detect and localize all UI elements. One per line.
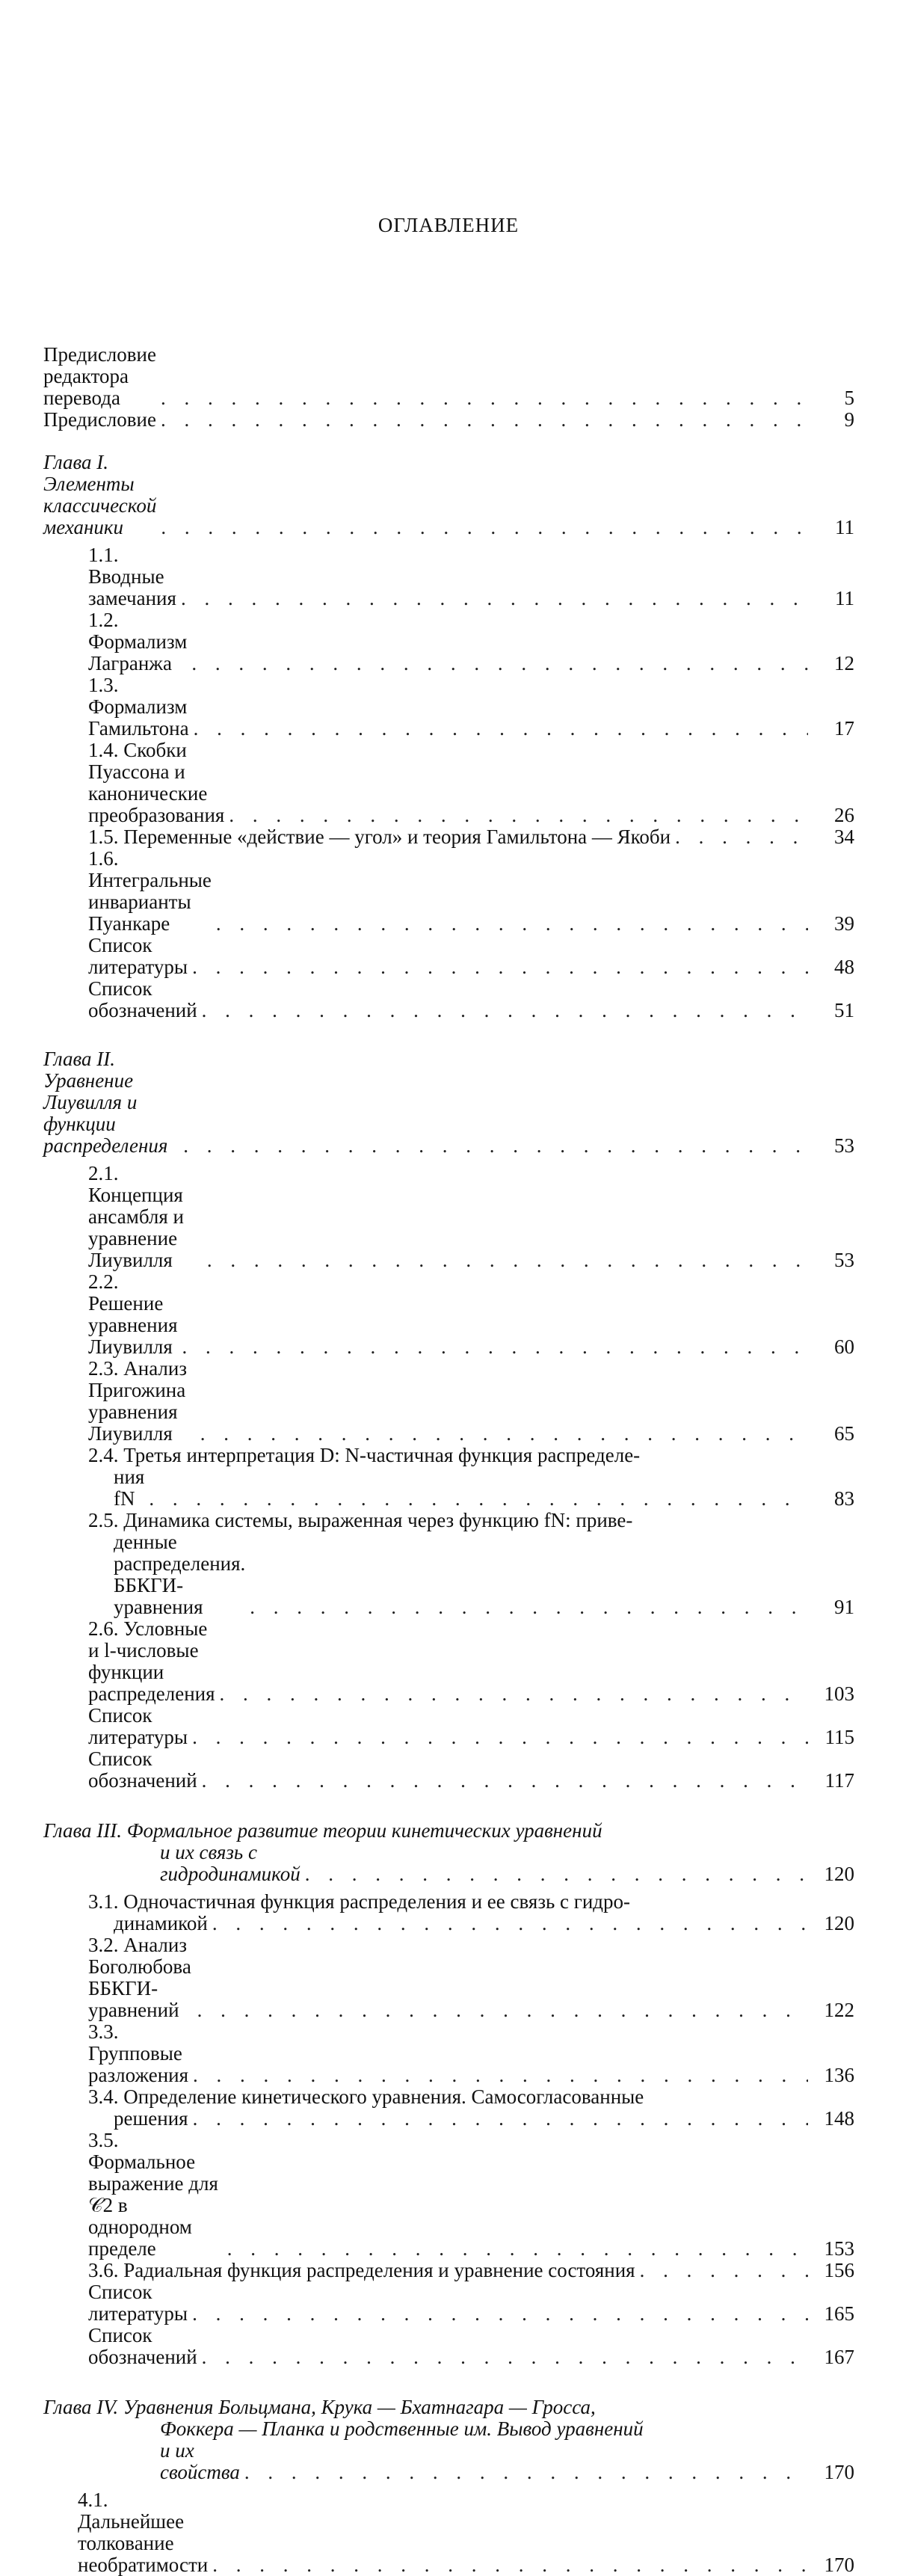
leader-dots bbox=[640, 2260, 808, 2281]
leader-dots bbox=[193, 2065, 808, 2086]
leader-dots bbox=[212, 2554, 808, 2576]
entry-title: Предисловие редактора перевода bbox=[43, 343, 156, 409]
leader-dots bbox=[182, 1336, 808, 1358]
section-title-continued: ния fN bbox=[114, 1466, 145, 1510]
toc-chapter-3-line1[interactable] bbox=[43, 1820, 854, 1842]
section-title: 1.4. Скобки Пуассона и канонические преобразования bbox=[88, 739, 225, 826]
section-page: 153 bbox=[824, 2237, 854, 2260]
toc-section[interactable] bbox=[43, 848, 854, 935]
leader-dots bbox=[161, 409, 808, 431]
toc-section[interactable] bbox=[43, 2489, 854, 2576]
section-title: 4.1. Дальнейшее толкование необратимости bbox=[78, 2489, 209, 2576]
toc-section[interactable] bbox=[43, 2130, 854, 2260]
toc-section[interactable] bbox=[43, 609, 854, 674]
chapter-page: 170 bbox=[824, 2461, 854, 2483]
section-title: 2.5. Динамика системы, выраженная через функцию fN: приве- bbox=[88, 1509, 633, 1531]
leader-dots bbox=[200, 1423, 808, 1445]
leader-dots bbox=[161, 387, 808, 409]
toc-section[interactable] bbox=[43, 2281, 854, 2325]
toc-chapter-4-line1[interactable] bbox=[43, 2397, 854, 2418]
leader-dots bbox=[675, 826, 808, 848]
section-page: 53 bbox=[834, 1249, 854, 1271]
leader-dots bbox=[220, 1683, 808, 1705]
toc-section[interactable] bbox=[43, 544, 854, 609]
section-page: 65 bbox=[834, 1422, 854, 1445]
section-title: 2.4. Третья интерпретация D: N-частичная функция распределе- bbox=[88, 1444, 641, 1466]
leader-dots bbox=[197, 1999, 808, 2021]
leader-dots bbox=[202, 1000, 808, 1021]
leader-dots bbox=[250, 1596, 808, 1618]
section-page: 12 bbox=[834, 652, 854, 674]
toc-section[interactable] bbox=[43, 740, 854, 826]
leader-dots bbox=[194, 718, 808, 740]
toc-section[interactable] bbox=[43, 674, 854, 740]
chapter-page: 53 bbox=[834, 1134, 854, 1157]
section-title: 2.1. Концепция ансамбля и уравнение Лиувилля bbox=[88, 1162, 184, 1271]
chapter-title: Глава III. Формальное развитие теории кинетических уравнений bbox=[43, 1819, 602, 1842]
section-page: 51 bbox=[834, 999, 854, 1021]
leader-dots bbox=[212, 1913, 808, 1934]
section-title: 2.6. Условные и l-числовые функции распределения bbox=[88, 1617, 215, 1705]
section-title-continued: денные распределения. ББКГИ-уравнения bbox=[114, 1531, 246, 1618]
chapter-title-continued: и их связь с гидродинамикой bbox=[160, 1841, 300, 1885]
leader-dots bbox=[202, 2346, 808, 2368]
toc-section[interactable] bbox=[43, 2260, 854, 2281]
page-title: ОГЛАВЛЕНИЕ bbox=[377, 214, 520, 236]
leader-dots bbox=[183, 1135, 808, 1157]
section-title: Список литературы bbox=[88, 1704, 188, 1748]
section-page: 136 bbox=[824, 2064, 854, 2086]
leader-dots bbox=[192, 956, 808, 978]
section-title: 3.5. Формальное выражение для 𝒞2 в однородном пределе bbox=[88, 2129, 218, 2260]
section-page: 165 bbox=[824, 2302, 854, 2325]
toc-section[interactable] bbox=[43, 1748, 854, 1792]
section-title-continued: решения bbox=[114, 2107, 188, 2130]
toc-section[interactable] bbox=[43, 1163, 854, 1271]
section-page: 148 bbox=[824, 2107, 854, 2130]
section-title: Список литературы bbox=[88, 934, 188, 978]
section-title: 3.3. Групповые разложения bbox=[88, 2020, 189, 2086]
leader-dots bbox=[202, 1770, 808, 1792]
toc-chapter-1[interactable] bbox=[43, 452, 854, 538]
toc-chapter-4-line2[interactable] bbox=[43, 2418, 854, 2440]
entry-page: 5 bbox=[844, 387, 854, 409]
toc-section-line1[interactable] bbox=[43, 2086, 854, 2108]
leader-dots bbox=[216, 913, 808, 935]
section-title: Список обозначений bbox=[88, 1747, 197, 1792]
section-title: Список обозначений bbox=[88, 977, 197, 1021]
toc-chapter-2[interactable] bbox=[43, 1048, 854, 1157]
section-title: 3.4. Определение кинетического уравнения. Самосогласованные bbox=[88, 2085, 644, 2108]
section-title: Список обозначений bbox=[88, 2324, 197, 2368]
table-of-contents bbox=[43, 344, 854, 2576]
section-title: 1.1. Вводные замечания bbox=[88, 544, 176, 609]
toc-section-line2[interactable] bbox=[43, 2108, 854, 2130]
section-page: 83 bbox=[834, 1487, 854, 1510]
section-title: 3.6. Радиальная функция распределения и уравнение состояния bbox=[88, 2259, 635, 2281]
section-page: 120 bbox=[824, 1912, 854, 1934]
section-page: 39 bbox=[834, 912, 854, 935]
toc-section-line2[interactable] bbox=[43, 1913, 854, 1934]
section-title: 3.1. Одночастичная функция распределения и ее связь с гидро- bbox=[88, 1890, 631, 1913]
toc-chapter-4-line3[interactable] bbox=[43, 2440, 854, 2483]
toc-section-line1[interactable] bbox=[43, 1445, 854, 1466]
leader-dots bbox=[244, 2462, 808, 2483]
toc-section[interactable] bbox=[43, 2325, 854, 2368]
toc-entry-front-2[interactable] bbox=[43, 409, 854, 431]
section-page: 91 bbox=[834, 1596, 854, 1618]
section-title: 1.3. Формализм Гамильтона bbox=[88, 674, 189, 740]
section-title: 1.2. Формализм Лагранжа bbox=[88, 609, 188, 674]
leader-dots bbox=[192, 1727, 808, 1748]
leader-dots bbox=[305, 1863, 808, 1885]
section-title: 1.5. Переменные «действие — угол» и теория Гамильтона — Якоби bbox=[88, 826, 671, 848]
toc-chapter-3-line2[interactable] bbox=[43, 1842, 854, 1885]
chapter-title: Глава II. Уравнение Лиувилля и функции распределения bbox=[43, 1048, 168, 1157]
chapter-page: 11 bbox=[835, 516, 854, 538]
leader-dots bbox=[207, 1249, 808, 1271]
entry-page: 9 bbox=[844, 408, 854, 431]
section-page: 17 bbox=[834, 717, 854, 740]
leader-dots bbox=[192, 2303, 808, 2325]
toc-section-line1[interactable] bbox=[43, 1510, 854, 1531]
toc-section-line1[interactable] bbox=[43, 1891, 854, 1913]
section-title: 2.3. Анализ Пригожина уравнения Лиувилля bbox=[88, 1357, 188, 1445]
leader-dots bbox=[229, 805, 808, 826]
leader-dots bbox=[191, 653, 808, 674]
toc-section[interactable] bbox=[43, 1618, 854, 1705]
toc-section-line2[interactable] bbox=[43, 1531, 854, 1618]
toc-section[interactable] bbox=[43, 1705, 854, 1748]
section-page: 60 bbox=[834, 1335, 854, 1358]
section-title: Список литературы bbox=[88, 2281, 188, 2325]
section-page: 11 bbox=[835, 587, 854, 609]
toc-section[interactable] bbox=[43, 2021, 854, 2086]
section-page: 34 bbox=[834, 826, 854, 848]
toc-section[interactable] bbox=[43, 935, 854, 978]
section-page: 156 bbox=[824, 2259, 854, 2281]
toc-section[interactable] bbox=[43, 1934, 854, 2021]
section-page: 167 bbox=[824, 2346, 854, 2368]
chapter-title-continued: Фоккера — Планка и родственные им. Вывод уравнений bbox=[160, 2417, 644, 2440]
leader-dots bbox=[149, 1488, 808, 1510]
leader-dots bbox=[161, 517, 808, 538]
entry-title: Предисловие bbox=[43, 408, 156, 431]
toc-section[interactable] bbox=[43, 1271, 854, 1358]
toc-section-line2[interactable] bbox=[43, 1466, 854, 1510]
toc-section[interactable] bbox=[43, 1358, 854, 1445]
chapter-title: Глава IV. Уравнения Больцмана, Крука — Бхатнагара — Гросса, bbox=[43, 2396, 596, 2418]
section-page: 103 bbox=[824, 1682, 854, 1705]
section-title: 1.6. Интегральные инварианты Пуанкаре bbox=[88, 847, 212, 935]
leader-dots bbox=[193, 2108, 808, 2130]
section-page: 115 bbox=[824, 1726, 854, 1748]
section-page: 122 bbox=[824, 1999, 854, 2021]
toc-section[interactable] bbox=[43, 978, 854, 1021]
section-title: 2.2. Решение уравнения Лиувилля bbox=[88, 1270, 178, 1358]
section-page: 48 bbox=[834, 956, 854, 978]
chapter-title-continued: и их свойства bbox=[160, 2439, 240, 2483]
chapter-page: 120 bbox=[824, 1863, 854, 1885]
section-page: 170 bbox=[824, 2554, 854, 2576]
toc-section[interactable] bbox=[43, 826, 854, 848]
leader-dots bbox=[227, 2238, 808, 2260]
leader-dots bbox=[181, 588, 808, 609]
section-page: 26 bbox=[834, 804, 854, 826]
section-title-continued: динамикой bbox=[114, 1912, 208, 1934]
section-page: 117 bbox=[824, 1769, 854, 1792]
chapter-title: Глава I. Элементы классической механики bbox=[43, 451, 157, 538]
section-title: 3.2. Анализ Боголюбова ББКГИ-уравнений bbox=[88, 1934, 191, 2021]
toc-entry-front-1[interactable] bbox=[43, 344, 854, 409]
